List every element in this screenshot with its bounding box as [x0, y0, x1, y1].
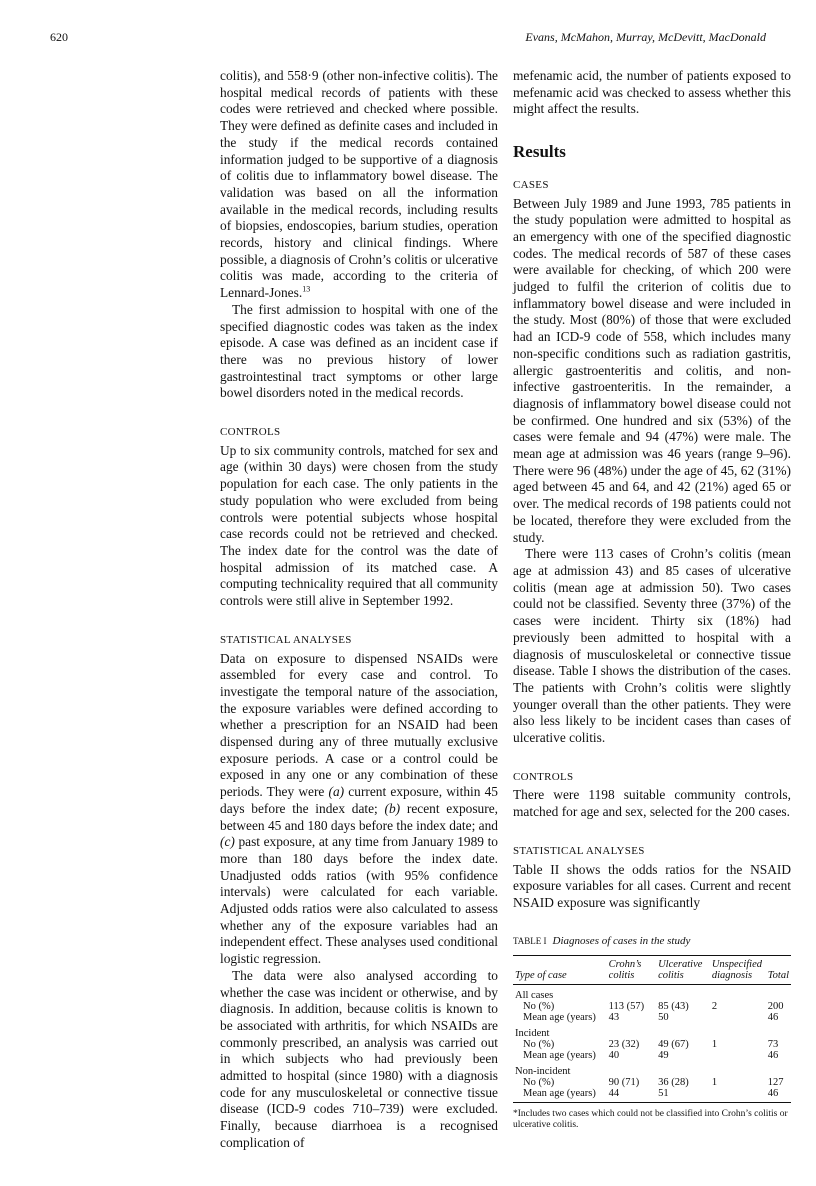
- table-title: Diagnoses of cases in the study: [552, 935, 691, 947]
- paragraph: mefenamic acid, the number of patients exposed to mefenamic acid was checked to assess whether this might affect the results.: [513, 68, 791, 117]
- paragraph: Up to six community controls, matched for sex and age (within 30 days) were chosen from the study population for each case. The only patients in the study population who were excluded from being controls were potential subjects whose hospital case records could not be retrieved and checked. The index date for the control was the date of hospital admission of its matched case. A computing technicality required that all community controls were still alive in September 1992.: [220, 442, 498, 609]
- table-row: Mean age (years) 43 50 46: [523, 1012, 779, 1023]
- paragraph: Data on exposure to dispensed NSAIDs were assembled for every case and control. To investigate the temporal nature of the association, the exposure variables were defined according to whether a prescription for an NSAID had been dispensed during any of three mutually exclusive exposure periods. A case or a control could be exposed in any one or any combination of these periods. They were (a) current exposure, within 45 days before the index date; (b) recent exposure, between 45 and 180 days before the index date; and (c) past exposure, at any time from January 1989 to more than 180 days before the index date. Unadjusted odds ratios (with 95% confidence intervals) were calculated for each variable. Adjusted odds ratios were also calculated to assess whether any of the exposure variables had an independent effect. These analyses used conditional logistic regression.: [220, 650, 498, 967]
- reference-superscript: 13: [302, 284, 311, 294]
- page-number: 620: [50, 30, 68, 44]
- paragraph: Between July 1989 and June 1993, 785 patients in the study population were admitted to hospital as an emergency with one of the specified diagnostic codes. The medical records of 587 of these cases were available for checking, of which 200 were judged to fulfil the criterion of colitis due to inflammatory bowel disease and were included in the study. Most (80%) of those that were excluded had an ICD-9 code of 558, which includes many non-specific conditions such as radiation gastritis, allergic gastroenteritis and colitis, and non-infective gastroenteritis. In the remainder, a diagnosis of inflammatory bowel disease could not be confirmed. One hundred and six (53%) of the cases were female and 94 (47%) were male. The mean age at admission was 46 years (range 9–96). There were 96 (48%) under the age of 45, 62 (31%) aged between 45 and 64, and 42 (21%) aged 65 or over. The medical records of 198 patients could not be located, therefore they were excluded from the study.: [513, 195, 791, 545]
- paragraph: Table II shows the odds ratios for the NSAID exposure variables for all cases. Current and recent NSAID exposure was significantly: [513, 861, 791, 910]
- paragraph: There were 113 cases of Crohn’s colitis (mean age at admission 43) and 85 cases of ulcerative colitis (mean age at admission 50). Two cases could not be classified. Seventy three (37%) of the cases were incident. Thirty six (18%) had previously been admitted to hospital with a diagnosis of musculoskeletal or connective tissue disease. Table I shows the distribution of the cases. The patients with Crohn’s colitis were slightly younger overall than the other patients. They were also less likely to be incident cases than cases of ulcerative colitis.: [513, 546, 791, 746]
- paragraph: The first admission to hospital with one of the specified diagnostic codes was taken as the index episode. A case was defined as an incident case if there was no previous history of lower gastrointestinal tract symptoms or other large bowel disorders noted in the medical records.: [220, 301, 498, 401]
- section-heading-statistical-analyses: STATISTICAL ANALYSES: [220, 633, 352, 646]
- column-header: Unspecified diagnosis: [710, 956, 766, 985]
- table-caption: [513, 935, 791, 947]
- table-number: TABLE I: [513, 936, 547, 946]
- section-heading-controls: CONTROLS: [220, 426, 281, 439]
- section-heading-statistical-analyses: STATISTICAL ANALYSES: [513, 844, 645, 857]
- table-header-row: [513, 956, 791, 985]
- table-group-row: All cases: [515, 990, 554, 1001]
- table-row: No (%) 90 (71) 36 (28) 1 127: [523, 1077, 784, 1088]
- table-group-row: Incident: [515, 1028, 550, 1039]
- column-header: Type of case: [513, 956, 607, 985]
- running-header-authors: Evans, McMahon, Murray, McDevitt, MacDonald: [525, 30, 766, 44]
- paragraph: There were 1198 suitable community controls, matched for age and sex, selected for the 200 cases.: [513, 787, 791, 820]
- table-footnote: *Includes two cases which could not be classified into Crohn’s colitis or ulcerative colitis.: [513, 1109, 788, 1130]
- table-row: Mean age (years) 44 51 46: [513, 1088, 791, 1103]
- table-group-row: Non-incident: [515, 1066, 571, 1077]
- paragraph: colitis), and 558·9 (other non-infective colitis). The hospital medical records of patients with these codes were retrieved and checked where possible. They were defined as definite cases and included in the study if the medical records contained information judged to be supportive of a diagnosis of colitis due to inflammatory bowel disease. The validation was based on all the information available in the medical records, including results of biopsies, endoscopies, barium studies, operation records, history and clinical findings. Where possible, a diagnosis of Crohn’s colitis or ulcerative colitis was made, according to the criteria of Lennard-Jones.$^{13}$: [220, 68, 498, 301]
- results-heading: Results: [513, 142, 566, 162]
- column-header: Ulcerative colitis: [656, 956, 710, 985]
- table-row: No (%) 23 (32) 49 (67) 1 73: [523, 1039, 779, 1050]
- right-column: [513, 68, 791, 912]
- left-column: [220, 68, 498, 1152]
- paragraph: The data were also analysed according to whether the case was incident or otherwise, and by diagnosis. In addition, because colitis is known to be associated with arthritis, for which NSAIDs are commonly prescribed, an analysis was carried out in which subjects who had previously been admitted to hospital (since 1980) with a diagnosis code for any musculoskeletal or connective tissue disease (ICD-9 codes 710–739) were excluded. Finally, because diarrhoea is a recognised complication of: [220, 967, 498, 1150]
- diagnoses-table: [513, 955, 791, 1103]
- column-header: Total: [766, 956, 791, 985]
- column-header: Crohn’s colitis: [607, 956, 656, 985]
- section-heading-controls: CONTROLS: [513, 770, 574, 783]
- table-1: [513, 935, 791, 1131]
- table-row: No (%) 113 (57) 85 (43) 2 200: [523, 1001, 784, 1012]
- section-heading-cases: CASES: [513, 178, 549, 191]
- table-row: Mean age (years) 40 49 46: [523, 1050, 779, 1061]
